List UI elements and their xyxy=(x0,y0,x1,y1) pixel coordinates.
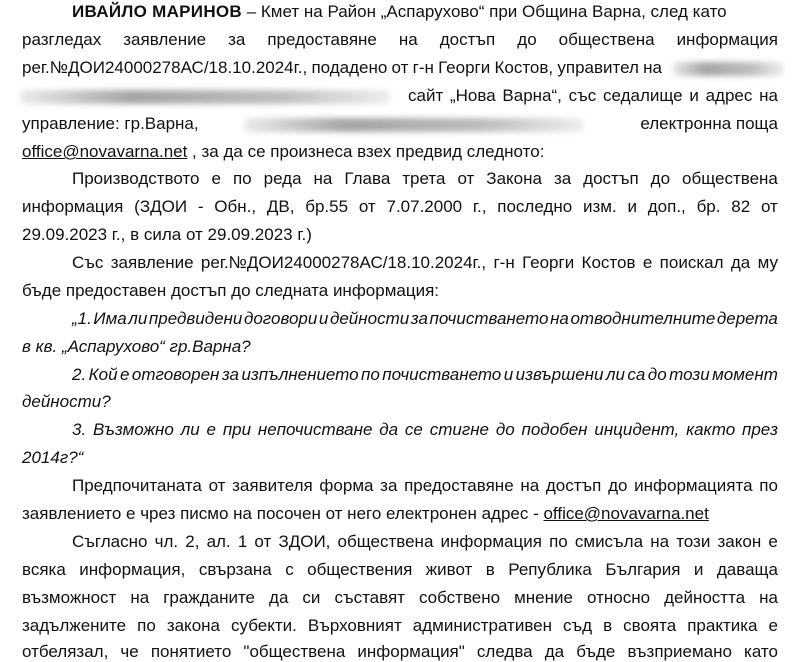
word: на xyxy=(550,309,569,328)
word: поискал xyxy=(659,253,724,272)
word: свързана xyxy=(198,560,272,579)
word: този xyxy=(669,365,710,384)
word: гражданите xyxy=(163,588,256,607)
word: достъп xyxy=(583,169,639,188)
word: Закона xyxy=(486,169,542,188)
word: Кой xyxy=(88,365,118,384)
word: си xyxy=(302,588,321,607)
paragraph-line: 29.09.2023 г., в сила от 29.09.2023 г.) xyxy=(22,225,312,244)
word: 7.07.2000 xyxy=(386,197,463,216)
word: на xyxy=(520,476,540,495)
word: Георги xyxy=(438,58,491,77)
word: заявителя xyxy=(232,476,313,495)
word: е xyxy=(768,532,778,551)
paragraph-line xyxy=(22,30,778,50)
word: адрес xyxy=(705,86,753,105)
paragraph-line: управление: гр.Варна, xyxy=(22,114,199,133)
word: на xyxy=(650,532,670,551)
word: информация, xyxy=(79,560,186,579)
word: Костов, xyxy=(494,58,554,77)
word: от xyxy=(457,169,475,188)
word: 2, xyxy=(185,532,200,551)
word: и xyxy=(318,309,329,328)
word: съд xyxy=(563,616,593,635)
word: и xyxy=(693,560,704,579)
word: 2. xyxy=(72,365,87,384)
word: своята xyxy=(623,616,677,635)
word: обществена xyxy=(337,532,434,551)
question-line xyxy=(72,420,778,440)
word: достъп xyxy=(439,30,496,49)
word: г., xyxy=(472,197,487,216)
question-line xyxy=(72,309,778,329)
word: следва xyxy=(476,642,533,661)
word: "обществена xyxy=(243,642,346,661)
word: в xyxy=(603,616,613,635)
word: обществена xyxy=(558,30,655,49)
paragraph-line xyxy=(72,476,778,496)
word: съставят xyxy=(334,588,405,607)
word: понятието xyxy=(150,642,232,661)
word: от xyxy=(208,476,226,495)
word: както xyxy=(686,420,736,439)
word: стигне xyxy=(429,420,490,439)
word: Република xyxy=(508,560,592,579)
word: закон xyxy=(717,532,762,551)
word: информация xyxy=(676,30,778,49)
word: Обн., xyxy=(214,197,257,216)
word: ДВ, xyxy=(266,197,295,216)
word: до xyxy=(608,476,628,495)
word: на xyxy=(643,58,662,77)
redacted-text xyxy=(20,90,390,104)
word: непочистване xyxy=(257,420,373,439)
word: почистването xyxy=(382,365,502,384)
word: бъде xyxy=(576,642,616,661)
word: рег.№ДОИ24000278АС/18.10.2024г., xyxy=(22,58,308,77)
word: извършени xyxy=(515,365,604,384)
email-link[interactable]: office@novavarna.net xyxy=(543,504,709,523)
word: възприемано xyxy=(627,642,732,661)
word: е xyxy=(120,365,130,384)
word: бр.55 xyxy=(305,197,349,216)
word: 3. xyxy=(72,420,87,439)
word: трета xyxy=(402,169,446,188)
word: обществения xyxy=(307,560,413,579)
word: по xyxy=(137,616,156,635)
word: Съгласно xyxy=(72,532,148,551)
word: информацията xyxy=(634,476,753,495)
word: почистването xyxy=(429,309,549,328)
opening-line xyxy=(72,2,778,22)
word: по xyxy=(361,365,380,384)
word: „1. xyxy=(72,309,92,328)
word: за xyxy=(221,365,239,384)
word: за xyxy=(380,476,398,495)
word: от xyxy=(358,197,376,216)
word: изм. xyxy=(582,197,617,216)
word: е xyxy=(642,253,653,272)
word: предвидени xyxy=(148,309,243,328)
word: ли xyxy=(128,309,148,328)
word: дейности xyxy=(329,309,410,328)
word: със xyxy=(568,86,597,105)
paragraph-line xyxy=(22,560,778,580)
word: управител xyxy=(557,58,639,77)
word: да xyxy=(544,642,565,661)
word: и xyxy=(503,365,514,384)
paragraph-text: заявлението е чрез писмо на посочен от него електронен адрес - xyxy=(22,504,544,523)
word: на xyxy=(759,588,778,607)
word: отбелязал, xyxy=(22,642,109,661)
paragraph-line: бъде предоставен достъп до следната информация: xyxy=(22,281,440,300)
word: Глава xyxy=(344,169,391,188)
word: на xyxy=(759,86,778,105)
word: при xyxy=(222,420,252,439)
paragraph-line xyxy=(22,642,778,662)
word: - xyxy=(197,197,204,216)
paragraph-line xyxy=(22,197,778,217)
word: бр. xyxy=(696,197,721,216)
word: 82 xyxy=(731,197,751,216)
word: Със xyxy=(72,253,104,272)
paragraph-text: , за да се произнеса взех предвид следното: xyxy=(187,142,545,161)
word: заявление xyxy=(110,253,194,272)
word: сайт xyxy=(408,86,444,105)
paragraph-line xyxy=(22,504,778,524)
word: от xyxy=(760,197,778,216)
word: мнение xyxy=(514,588,573,607)
word: на xyxy=(398,30,418,49)
word: информация" xyxy=(357,642,465,661)
paragraph-line xyxy=(72,253,778,273)
word: седалище xyxy=(602,86,683,105)
word: на xyxy=(313,169,333,188)
word: закона xyxy=(166,616,220,635)
word: Има xyxy=(93,309,127,328)
word: практика xyxy=(687,616,758,635)
word: договори xyxy=(243,309,318,328)
paragraph-line xyxy=(408,86,778,106)
word: обществена xyxy=(682,169,778,188)
word: 1 xyxy=(237,532,248,551)
question-line: 2014г?“ xyxy=(22,448,84,467)
word: по xyxy=(759,476,778,495)
word: като xyxy=(744,642,778,661)
email-link[interactable]: office@novavarna.net xyxy=(22,142,188,161)
word: Възможно xyxy=(93,420,174,439)
paragraph-line xyxy=(22,58,662,78)
question-line: дейности? xyxy=(22,392,111,411)
word: от xyxy=(391,58,409,77)
word: задължените xyxy=(22,616,127,635)
word: до xyxy=(495,420,515,439)
word: информация xyxy=(22,197,124,216)
redacted-text xyxy=(244,118,584,132)
word: през xyxy=(742,420,778,439)
word: г-н xyxy=(412,58,434,77)
word: да xyxy=(379,420,399,439)
word: дейността xyxy=(664,588,746,607)
paragraph-line xyxy=(72,169,778,189)
word: относно xyxy=(587,588,651,607)
word: е xyxy=(211,169,221,188)
word: Производството xyxy=(72,169,200,188)
word: България xyxy=(605,560,681,579)
word: и xyxy=(689,86,699,105)
word: с xyxy=(285,560,294,579)
word: Върховният xyxy=(307,616,402,635)
word: до xyxy=(650,169,671,188)
word: за xyxy=(553,169,572,188)
word: реда xyxy=(263,169,302,188)
paragraph-line xyxy=(22,142,778,162)
word: собствено xyxy=(418,588,501,607)
word: подадено xyxy=(311,58,388,77)
word: на xyxy=(130,588,150,607)
word: ЗДОИ, xyxy=(278,532,331,551)
word: Предпочитаната xyxy=(72,476,202,495)
word: му xyxy=(757,253,778,272)
word: и xyxy=(627,197,637,216)
word: инцидент, xyxy=(594,420,680,439)
word: ли xyxy=(605,365,625,384)
word: „Нова xyxy=(449,86,496,105)
word: Варна“, xyxy=(502,86,562,105)
word: по xyxy=(232,169,252,188)
word: доп., xyxy=(647,197,686,216)
word: е xyxy=(768,616,778,635)
mayor-name: ИВАЙЛО МАРИНОВ xyxy=(72,2,242,21)
word: подобен xyxy=(521,420,588,439)
word: са xyxy=(627,365,646,384)
word: заявление xyxy=(123,30,207,49)
question-line: в кв. „Аспарухово“ гр.Варна? xyxy=(22,337,251,356)
word: разгледах xyxy=(22,30,102,49)
word: да xyxy=(269,588,289,607)
word: субекти. xyxy=(231,616,297,635)
word: живот xyxy=(425,560,473,579)
word: форма xyxy=(319,476,374,495)
opening-text: – Кмет на Район „Аспарухово“ при Община Варна, след като xyxy=(242,2,727,21)
word: ал. xyxy=(206,532,231,551)
word: от xyxy=(254,532,272,551)
word: за xyxy=(410,309,428,328)
word: ли xyxy=(180,420,200,439)
word: последно xyxy=(497,197,573,216)
paragraph-line: електронна поща xyxy=(640,114,778,133)
word: даваща xyxy=(716,560,778,579)
question-line xyxy=(72,365,778,385)
word: информация xyxy=(440,532,542,551)
word: дерета xyxy=(716,309,778,328)
word: смисъла xyxy=(574,532,644,551)
word: г-н xyxy=(493,253,515,272)
word: този xyxy=(676,532,711,551)
word: за xyxy=(228,30,246,49)
word: отговорен xyxy=(131,365,220,384)
word: да xyxy=(730,253,751,272)
word: чл. xyxy=(154,532,179,551)
word: възможност xyxy=(22,588,117,607)
word: Георги xyxy=(522,253,575,272)
word: Костов xyxy=(581,253,636,272)
word: рег.№ДОИ24000278АС/18.10.2024г., xyxy=(200,253,487,272)
word: в xyxy=(485,560,495,579)
word: изпълнението xyxy=(241,365,359,384)
word: по xyxy=(549,532,568,551)
word: предоставяне xyxy=(404,476,514,495)
word: административен xyxy=(412,616,553,635)
word: (ЗДОИ xyxy=(134,197,188,216)
redacted-text xyxy=(672,62,784,76)
word: всяка xyxy=(22,560,66,579)
word: се xyxy=(404,420,423,439)
word: че xyxy=(120,642,139,661)
word: достъп xyxy=(545,476,602,495)
word: предоставяне xyxy=(267,30,377,49)
word: до xyxy=(517,30,537,49)
paragraph-line xyxy=(22,588,778,608)
word: момент xyxy=(712,365,778,384)
word: до xyxy=(647,365,667,384)
word: отводнителните xyxy=(570,309,716,328)
word: е xyxy=(206,420,216,439)
paragraph-line xyxy=(22,616,778,636)
paragraph-line xyxy=(72,532,778,552)
